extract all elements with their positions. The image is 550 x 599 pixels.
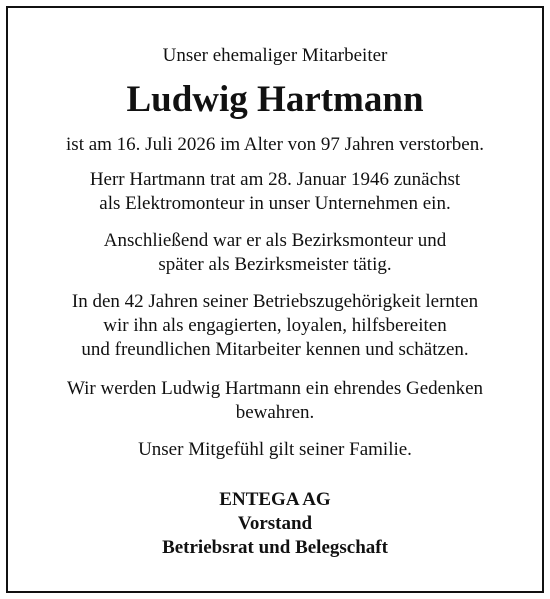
text-line: und freundlichen Mitarbeiter kennen und schätzen. xyxy=(81,339,469,360)
text-line: später als Bezirksmeister tätig. xyxy=(158,254,392,275)
text-line: In den 42 Jahren seiner Betriebszugehörigkeit lernten xyxy=(71,291,479,312)
staff-line: Betriebsrat und Belegschaft xyxy=(162,537,388,558)
career-progress-paragraph xyxy=(8,229,542,277)
text-line: Wir werden Ludwig Hartmann ein ehrendes Gedenken xyxy=(66,378,484,399)
board-line: Vorstand xyxy=(237,513,313,534)
career-start-paragraph xyxy=(8,168,542,216)
text-line: bewahren. xyxy=(235,402,315,423)
death-announcement: ist am 16. Juli 2026 im Alter von 97 Jahren verstorben. xyxy=(66,134,484,155)
obituary-notice xyxy=(6,6,544,593)
text-line: wir ihn als engagierten, loyalen, hilfsbereiten xyxy=(103,315,447,336)
condolence-line: Unser Mitgefühl gilt seiner Familie. xyxy=(138,439,412,460)
intro-line: Unser ehemaliger Mitarbeiter xyxy=(162,45,388,66)
text-line: als Elektromonteur in unser Unternehmen ein. xyxy=(99,193,451,214)
tribute-paragraph xyxy=(8,290,542,362)
deceased-name: Ludwig Hartmann xyxy=(126,79,424,120)
remembrance-paragraph xyxy=(8,377,542,425)
signature-block xyxy=(8,488,542,560)
text-line: Anschließend war er als Bezirksmonteur und xyxy=(103,230,447,251)
text-line: Herr Hartmann trat am 28. Januar 1946 zunächst xyxy=(89,169,461,190)
company-name: ENTEGA AG xyxy=(219,489,331,510)
